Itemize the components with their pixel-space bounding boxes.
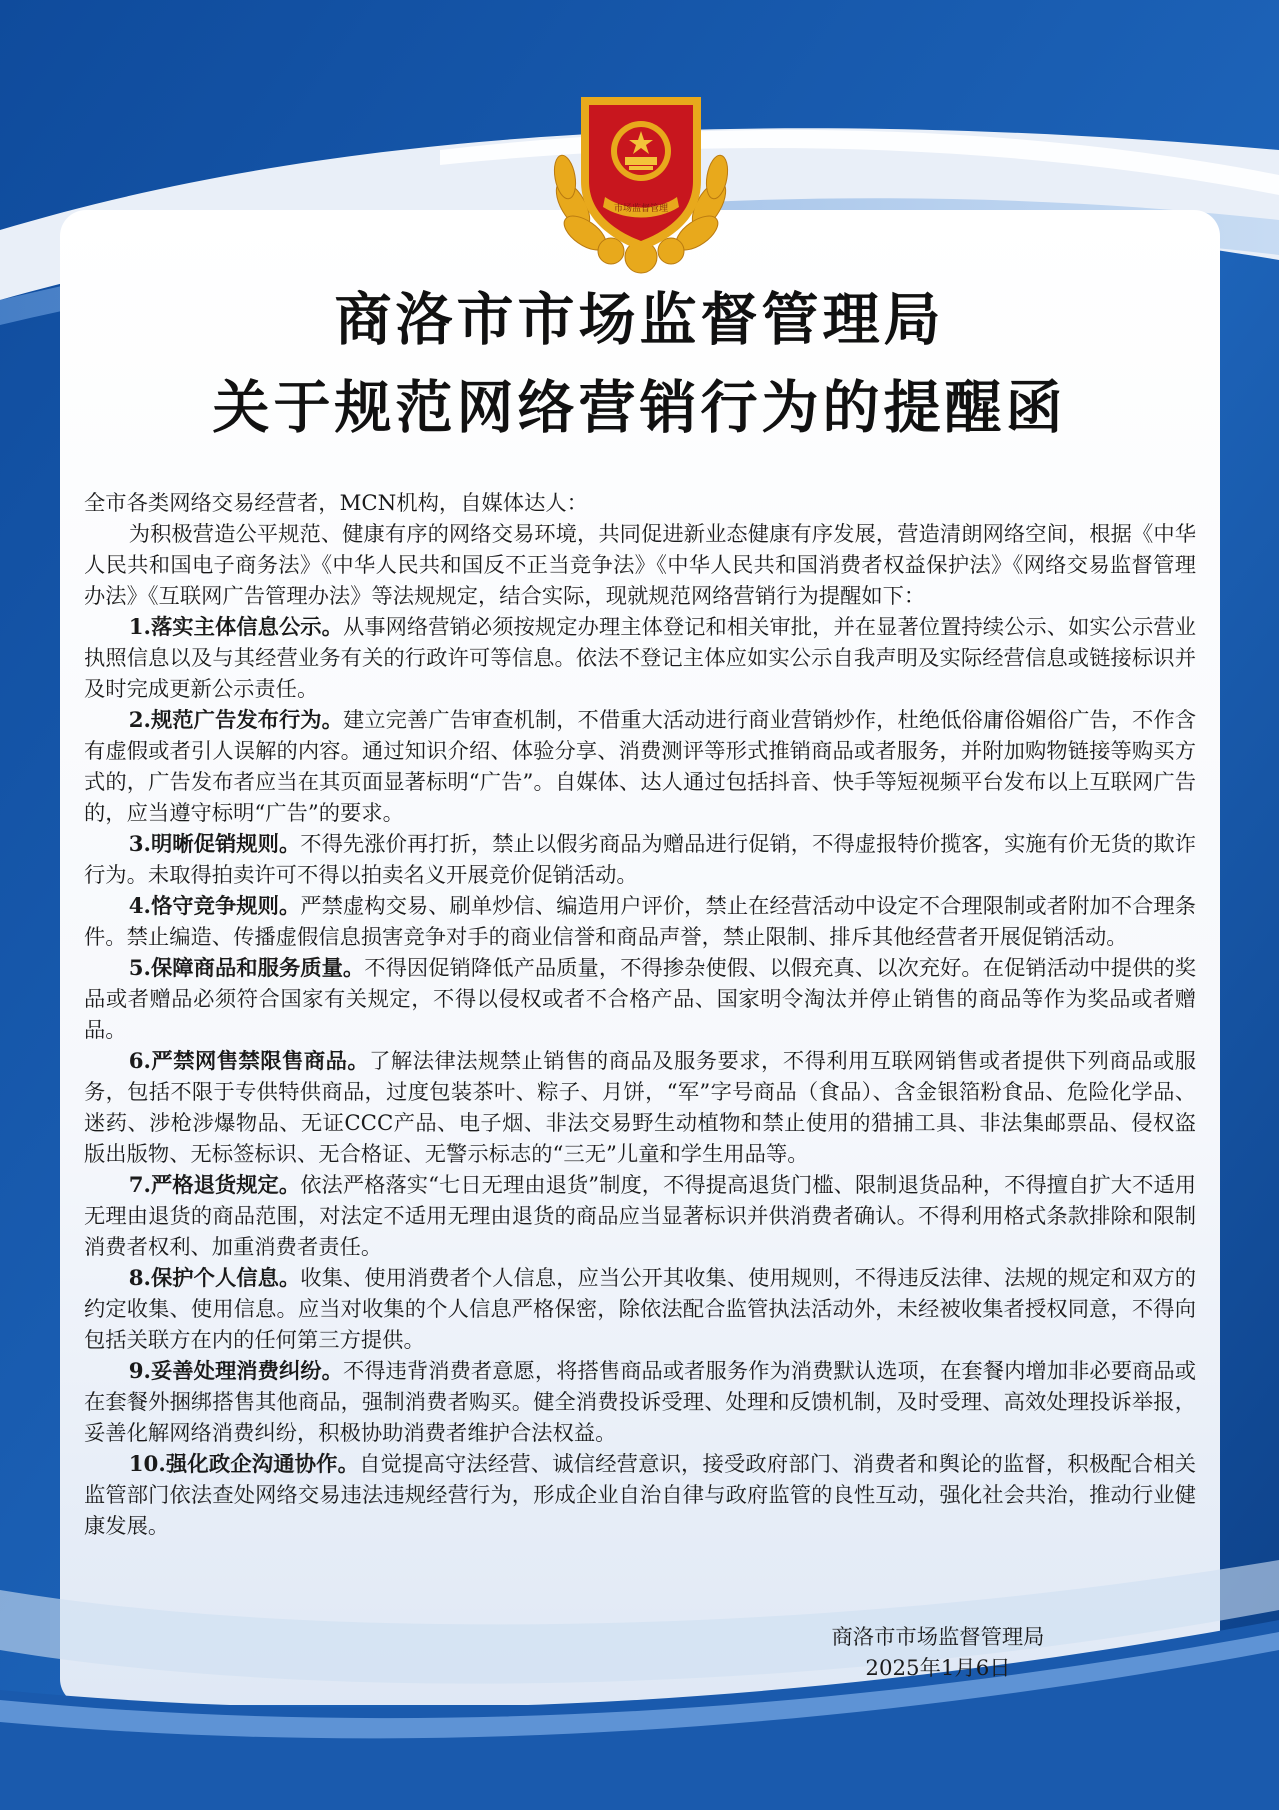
item-text: 从事网络营销必须按规定办理主体登记和相关审批，并在显著位置持续公示、如实公示营业执照信息以及与其经营业务有关的行政许可等信息。依法不登记主体应如实公示自我声明及实际经营信息或链接标识并及时完成更新公示责任。 — [84, 615, 1196, 702]
item-heading: 1.落实主体信息公示。 — [128, 615, 343, 640]
item-text: 了解法律法规禁止销售的商品及服务要求，不得利用互联网销售或者提供下列商品或服务，包括不限于专供特供商品，过度包装茶叶、粽子、月饼，“军”字号商品（食品）、含金银箔粉食品、危险化学品、迷药、涉枪涉爆物品、无证CCC产品、电子烟、非法交易野生动植物和禁止使用的猎捕工具、非法集邮票品、侵权盗版出版物、无标签标识、无合格证、无警示标志的“三无”儿童和学生用品等。 — [84, 1049, 1197, 1167]
item-paragraph — [84, 1356, 1196, 1449]
item-paragraph — [84, 953, 1196, 1046]
item-paragraph — [84, 829, 1196, 891]
title-line-2: 关于规范网络营销行为的提醒函 — [212, 375, 1067, 441]
intro-paragraph: 为积极营造公平规范、健康有序的网络交易环境，共同促进新业态健康有序发展，营造清朗网络空间，根据《中华人民共和国电子商务法》《中华人民共和国反不正当竞争法》《中华人民共和国消费者权益保护法》《网络交易监督管理办法》《互联网广告管理办法》等法规规定，结合实际，现就规范网络营销行为提醒如下： — [84, 522, 1196, 609]
item-text: 依法严格落实“七日无理由退货”制度，不得提高退货门槛、限制退货品种，不得擅自扩大不适用无理由退货的商品范围，对法定不适用无理由退货的商品应当显著标识并供消费者确认。不得利用格式条款排除和限制消费者权利、加重消费者责任。 — [84, 1173, 1197, 1260]
item-paragraph — [84, 891, 1196, 953]
item-heading: 9.妥善处理消费纠纷。 — [128, 1359, 343, 1384]
signature-block — [808, 1622, 1068, 1684]
item-text: 自觉提高守法经营、诚信经营意识，接受政府部门、消费者和舆论的监督，积极配合相关监管部门依法查处网络交易违法违规经营行为，形成企业自治自律与政府监管的良性互动，强化社会共治，推动行业健康发展。 — [84, 1452, 1196, 1539]
salutation: 全市各类网络交易经营者，MCN机构，自媒体达人： — [84, 491, 588, 516]
item-paragraph — [84, 612, 1196, 705]
item-paragraph — [84, 1046, 1196, 1170]
item-heading: 2.规范广告发布行为。 — [128, 708, 343, 733]
item-heading: 7.严格退货规定。 — [128, 1173, 301, 1198]
item-paragraph — [84, 1263, 1196, 1356]
signature-org: 商洛市市场监督管理局 — [831, 1625, 1045, 1650]
item-text: 不得违背消费者意愿，将搭售商品或者服务作为消费默认选项，在套餐内增加非必要商品或在套餐外捆绑搭售其他商品，强制消费者购买。健全消费投诉受理、处理和反馈机制，及时受理、高效处理投诉举报，妥善化解网络消费纠纷，积极协助消费者维护合法权益。 — [84, 1359, 1196, 1446]
item-text: 建立完善广告审查机制，不借重大活动进行商业营销炒作，杜绝低俗庸俗媚俗广告，不作含有虚假或者引人误解的内容。通过知识介绍、体验分享、消费测评等形式推销商品或者服务，并附加购物链接等购买方式的，广告发布者应当在其页面显著标明“广告”。自媒体、达人通过包括抖音、快手等短视频平台发布以上互联网广告的，应当遵守标明“广告”的要求。 — [84, 708, 1196, 826]
item-paragraph — [84, 705, 1196, 829]
signature-date: 2025年1月6日 — [865, 1656, 1011, 1681]
item-paragraph — [84, 1170, 1196, 1263]
item-text: 不得先涨价再打折，禁止以假劣商品为赠品进行促销，不得虚报特价揽客，实施有价无货的欺诈行为。未取得拍卖许可不得以拍卖名义开展竞价促销活动。 — [84, 832, 1196, 888]
market-supervision-emblem-icon — [545, 85, 737, 275]
title-line-1: 商洛市市场监督管理局 — [334, 287, 945, 353]
item-text: 严禁虚构交易、刷单炒信、编造用户评价，禁止在经营活动中设定不合理限制或者附加不合理条件。禁止编造、传播虚假信息损害竞争对手的商业信誉和商品声誉，禁止限制、排斥其他经营者开展促销活动。 — [84, 894, 1196, 950]
item-heading: 8.保护个人信息。 — [128, 1266, 301, 1291]
item-paragraph — [84, 1449, 1196, 1542]
item-text: 收集、使用消费者个人信息，应当公开其收集、使用规则，不得违反法律、法规的规定和双方的约定收集、使用信息。应当对收集的个人信息严格保密，除依法配合监管执法活动外，未经被收集者授权同意，不得向包括关联方在内的任何第三方提供。 — [84, 1266, 1196, 1353]
item-heading: 4.恪守竞争规则。 — [128, 894, 301, 919]
item-heading: 3.明晰促销规则。 — [128, 832, 301, 857]
item-heading: 6.严禁网售禁限售商品。 — [128, 1049, 370, 1074]
item-heading: 10.强化政企沟通协作。 — [128, 1452, 360, 1477]
item-text: 不得因促销降低产品质量，不得掺杂使假、以假充真、以次充好。在促销活动中提供的奖品或者赠品必须符合国家有关规定，不得以侵权或者不合格产品、国家明令淘汰并停止销售的商品等作为奖品或者赠品。 — [84, 956, 1196, 1043]
letter-body — [84, 488, 1196, 1542]
item-heading: 5.保障商品和服务质量。 — [128, 956, 365, 981]
emblem-text: 市场监督管理 — [613, 204, 669, 214]
